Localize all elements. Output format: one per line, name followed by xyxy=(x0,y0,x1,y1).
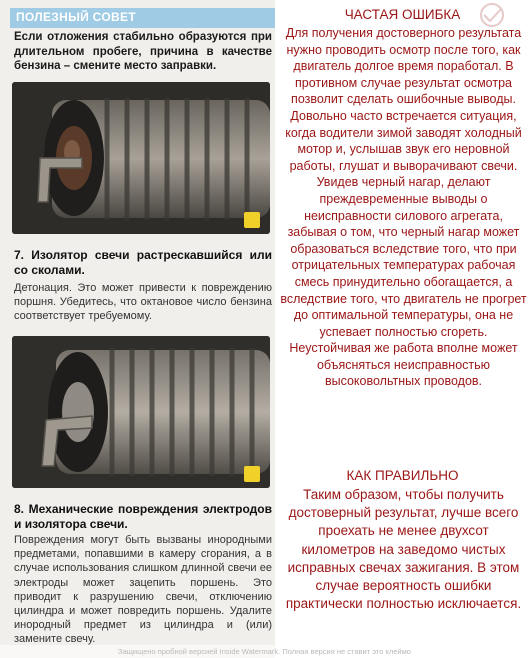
stamp-icon xyxy=(475,2,509,28)
tip-title: ПОЛЕЗНЫЙ СОВЕТ xyxy=(16,10,136,24)
tip-text: Если отложения стабильно образуются при длительном пробеге, причина в качестве бензина – смените место заправки. xyxy=(14,31,272,72)
spark-plug-photo-mechanical-damage xyxy=(12,336,270,488)
watermark-text: Защищено пробной версией Inside Watermark. Полная версия не ставит это клеймо xyxy=(0,645,529,658)
item-7-body: Детонация. Это может привести к повреждению поршня. Убедитесь, что октановое число бензина соответствует требуемому. xyxy=(14,282,272,323)
correct-way-heading: КАК ПРАВИЛЬНО xyxy=(346,468,459,483)
common-mistake-text: Для получения достоверного результата нужно проводить осмотр после того, как двигатель долгое время поработал. В противном случае результат осмотра позволит сделать ошибочные выводы. Довольно часто встречается ситуация, когда водители зимой заводят холодный мотор и, услышав звук его неровной работы, глушат и выворачивают свечи. Увидев черный нагар, делают преждевременные выводы о неисправности силового агрегата, забывая о том, что черный нагар может образоваться вследствие того, что при отрицательных температурах рабочая смесь принудительно обогащается, а вследствие того, что двигатель не прогрет до оптимальной температуры, она не успевает полностью сгореть. Неустойчивая же работа вполне может объясняться неисправностью высоковольтных проводов. xyxy=(280,26,527,389)
tools-icon xyxy=(244,466,260,482)
item-7-title: 7. Изолятор свечи растрескавшийся или со сколами. xyxy=(14,248,272,277)
correct-way-text: Таким образом, чтобы получить достоверный результат, лучше всего проехать не менее двухсот километров на заведомо чистых исправных свечах зажигания. В этом случае вероятность ошибки практически полностью исключается. xyxy=(285,487,522,612)
item-8-body: Повреждения могут быть вызваны инородными предметами, попавшими в камеру сгорания, а в случае использования слишком длинной свечи ее электроды может зацепить поршень. Это приводит к разрушению свечи, отключению цилиндра и может повредить поршень. Удалите инородный предмет из цилиндра и (или) замените свечу. xyxy=(14,534,272,646)
spark-plug-photo-cracked-insulator xyxy=(12,82,270,234)
tools-icon xyxy=(244,212,260,228)
right-column xyxy=(276,0,529,658)
item-8-title: 8. Механические повреждения электродов и изолятора свечи. xyxy=(14,502,272,531)
common-mistake-heading: ЧАСТАЯ ОШИБКА xyxy=(344,7,461,22)
